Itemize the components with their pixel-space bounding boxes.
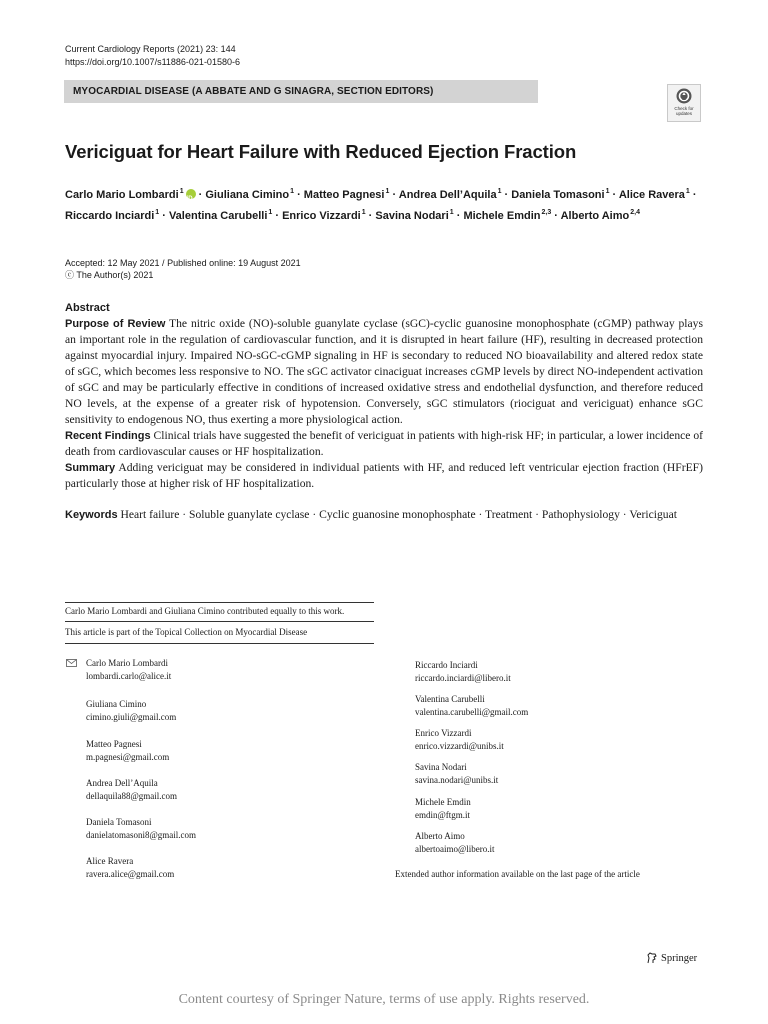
author-name[interactable]: Carlo Mario Lombardi: [65, 189, 179, 201]
author-name[interactable]: Michele Emdin: [463, 210, 541, 222]
author-affiliation: 2,4: [630, 209, 640, 216]
keywords-text: Heart failure · Soluble guanylate cyclase · Cyclic guanosine monophosphate · Treatment · Pathophysiology · Vericiguat: [120, 508, 677, 521]
author-name[interactable]: Matteo Pagnesi: [303, 189, 385, 201]
contact-email[interactable]: lombardi.carlo@alice.it: [86, 671, 172, 681]
author-affiliation: 1: [361, 209, 366, 216]
contact-name: Carlo Mario Lombardi: [86, 658, 168, 668]
article-title: Vericiguat for Heart Failure with Reduced Ejection Fraction: [65, 141, 577, 162]
contact-entry: [86, 855, 174, 881]
abstract-purpose: [65, 316, 703, 428]
publication-dates: [65, 257, 301, 281]
abstract-heading: Abstract: [65, 302, 110, 314]
check-for-updates-badge[interactable]: [667, 84, 701, 122]
journal-citation: Current Cardiology Reports (2021) 23: 144: [65, 44, 236, 54]
contact-entry: [86, 816, 196, 842]
contact-entry: [415, 693, 528, 719]
footnote-divider: [65, 621, 374, 622]
contact-entry: [86, 698, 176, 724]
section-banner: [64, 80, 538, 103]
footnote-divider: [65, 643, 374, 644]
doi-link[interactable]: https://doi.org/10.1007/s11886-021-01580-6: [65, 57, 240, 67]
author-name[interactable]: Daniela Tomasoni: [511, 189, 605, 201]
contact-name: Michele Emdin: [415, 797, 471, 807]
author-affiliation: 1: [290, 188, 295, 195]
footnote-divider: [65, 602, 374, 603]
author-separator: ·: [159, 210, 169, 222]
purpose-label: Purpose of Review: [65, 318, 166, 330]
contact-entry: [415, 830, 495, 856]
contact-email[interactable]: albertoaimo@libero.it: [415, 844, 495, 854]
contact-email[interactable]: dellaquila88@gmail.com: [86, 791, 178, 801]
author-separator: ·: [272, 210, 283, 222]
check-for-updates-icon: [676, 88, 692, 104]
contact-email[interactable]: cimino.giuli@gmail.com: [86, 712, 177, 722]
orcid-icon[interactable]: [186, 189, 196, 199]
contact-name: Valentina Carubelli: [415, 694, 485, 704]
journal-header: [65, 43, 240, 69]
author-affiliation: 1: [155, 209, 160, 216]
extended-author-info: Extended author information available on the last page of the article: [395, 869, 640, 879]
contact-email[interactable]: riccardo.inciardi@libero.it: [415, 673, 511, 683]
author-list: [65, 183, 705, 225]
author-affiliation: 1: [497, 188, 502, 195]
contact-entry: [415, 761, 498, 787]
author-separator: ·: [195, 189, 206, 201]
contact-name: Alberto Aimo: [415, 831, 465, 841]
contact-name: Savina Nodari: [415, 762, 467, 772]
author-name[interactable]: Savina Nodari: [375, 210, 449, 222]
contact-entry: [86, 657, 171, 683]
contact-entry: [415, 659, 511, 685]
author-affiliation: 1: [385, 188, 390, 195]
contact-name: Riccardo Inciardi: [415, 660, 478, 670]
contact-entry: [415, 796, 471, 822]
author-separator: ·: [689, 189, 697, 201]
contact-entry: [86, 777, 177, 803]
courtesy-notice: Content courtesy of Springer Nature, terms of use apply. Rights reserved.: [178, 992, 590, 1007]
topical-collection-note: This article is part of the Topical Collection on Myocardial Disease: [65, 627, 308, 637]
copyright-line: ⓒ The Author(s) 2021: [65, 270, 154, 280]
contact-email[interactable]: emdin@ftgm.it: [415, 810, 471, 820]
author-affiliation: 1: [268, 209, 273, 216]
author-separator: ·: [294, 189, 304, 201]
summary-label: Summary: [65, 462, 116, 474]
author-separator: ·: [551, 210, 561, 222]
contact-name: Daniela Tomasoni: [86, 817, 152, 827]
publisher-logo: [646, 952, 697, 964]
contact-name: Andrea Dell’Aquila: [86, 778, 158, 788]
contact-name: Giuliana Cimino: [86, 699, 147, 709]
contact-name: Alice Ravera: [86, 856, 134, 866]
check-for-updates-label: Check for updates: [674, 106, 694, 116]
contact-name: Enrico Vizzardi: [415, 728, 472, 738]
author-affiliation: 1: [685, 188, 690, 195]
abstract-findings: [65, 428, 703, 460]
abstract-summary: [65, 460, 703, 492]
author-affiliation: 1: [179, 188, 184, 195]
author-name[interactable]: Andrea Dell’Aquila: [398, 189, 497, 201]
author-separator: ·: [365, 210, 376, 222]
contact-email[interactable]: ravera.alice@gmail.com: [86, 869, 175, 879]
author-separator: ·: [501, 189, 512, 201]
contact-name: Matteo Pagnesi: [86, 739, 142, 749]
author-affiliation: 1: [449, 209, 454, 216]
summary-text: Adding vericiguat may be considered in individual patients with HF, and reduced left ventricular ejection fraction (HFrEF) particularly those at higher risk of HF hospitalization.: [65, 461, 703, 490]
keywords-label: Keywords: [65, 509, 118, 521]
author-separator: ·: [389, 189, 399, 201]
author-name[interactable]: Alice Ravera: [618, 189, 685, 201]
equal-contribution-note: Carlo Mario Lombardi and Giuliana Cimino contributed equally to this work.: [65, 606, 345, 616]
author-separator: ·: [453, 210, 464, 222]
publisher-name: Springer: [661, 952, 698, 964]
springer-horse-icon: [646, 952, 658, 964]
findings-label: Recent Findings: [65, 430, 151, 442]
author-name[interactable]: Riccardo Inciardi: [65, 210, 155, 222]
open-access-icon: ⓒ: [65, 270, 75, 280]
contact-email[interactable]: danielatomasoni8@gmail.com: [86, 830, 197, 840]
accepted-published-dates: Accepted: 12 May 2021 / Published online: 19 August 2021: [65, 258, 301, 268]
contact-email[interactable]: savina.nodari@unibs.it: [415, 775, 499, 785]
author-name[interactable]: Giuliana Cimino: [205, 189, 290, 201]
purpose-text: The nitric oxide (NO)-soluble guanylate cyclase (sGC)-cyclic guanosine monophosphate (cGMP) pathway plays an important role in the regulation of cardiovascular function, and it is disrupted in heart failure (HF), resulting in decreased protection against myocardial injury. Impaired NO-sGC-cGMP signaling in HF is secondary to reduced NO bioavailability and altered redox state of sGC, which becomes less responsive to NO. The sGC activator cinaciguat increases cGMP levels by direct NO-independent activation of sGC and may be particularly effective in conditions of increased oxidative stress and endothelial dysfunction, and therefore reduced NO levels, at the expense of a greater risk of hypotension. Conversely, sGC stimulators (riociguat and vericiguat) enhance sGC sensitivity to endogenous NO, thus exerting a more physiological action.: [65, 317, 703, 426]
contact-email[interactable]: valentina.carubelli@gmail.com: [415, 707, 529, 717]
contact-email[interactable]: enrico.vizzardi@unibs.it: [415, 741, 504, 751]
findings-text: Clinical trials have suggested the benefit of vericiguat in patients with high-risk HF; in particular, a lower incidence of death from cardiovascular causes or HF hospitalization.: [65, 429, 703, 458]
author-name[interactable]: Valentina Carubelli: [168, 210, 268, 222]
keywords: [65, 507, 703, 523]
contact-entry: [415, 727, 504, 753]
contact-entry: [86, 738, 169, 764]
envelope-icon: [66, 659, 77, 667]
author-affiliation: 1: [605, 188, 610, 195]
author-separator: ·: [609, 189, 619, 201]
section-label: MYOCARDIAL DISEASE (A ABBATE AND G SINAGRA, SECTION EDITORS): [73, 86, 434, 97]
contact-email[interactable]: m.pagnesi@gmail.com: [86, 752, 170, 762]
author-name[interactable]: Enrico Vizzardi: [282, 210, 361, 222]
abstract: [65, 300, 703, 492]
author-name[interactable]: Alberto Aimo: [560, 210, 630, 222]
author-affiliation: 2,3: [541, 209, 552, 216]
